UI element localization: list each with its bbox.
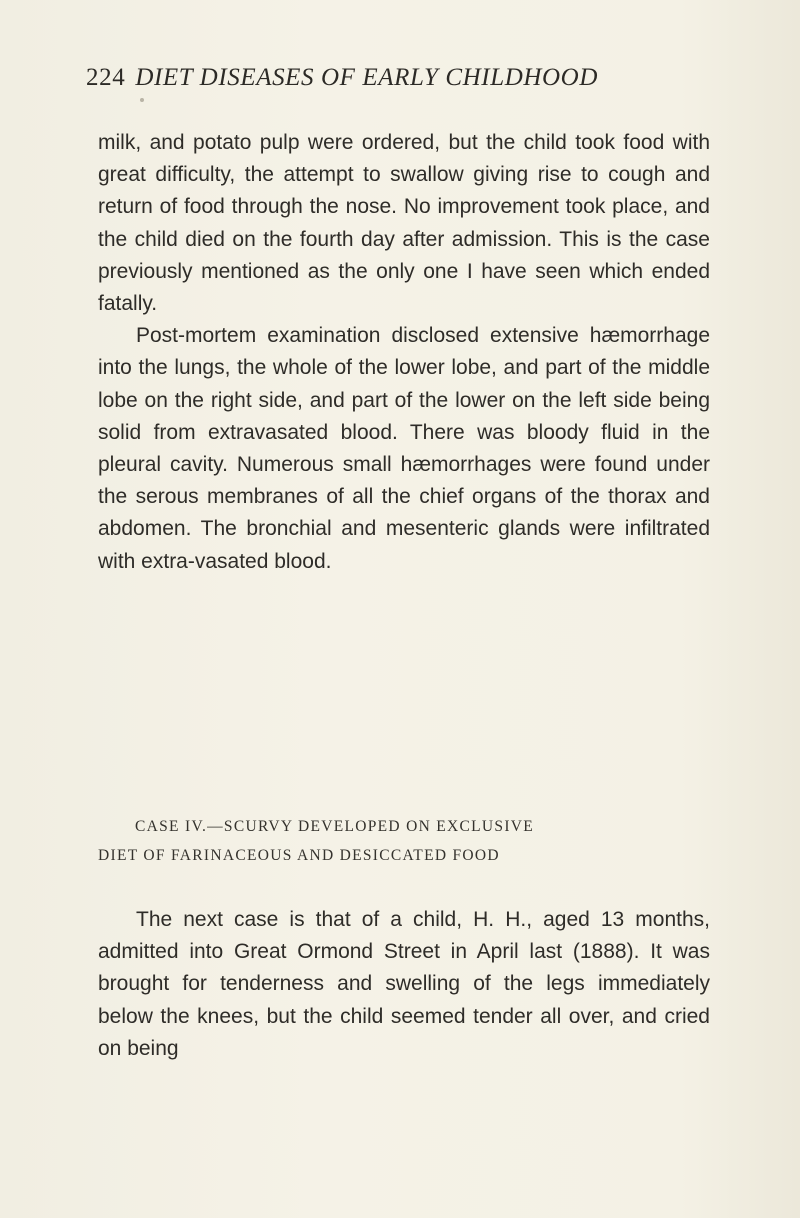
running-header	[86, 64, 706, 92]
page-number: 224	[86, 64, 126, 91]
paragraph-post-mortem: Post-mortem examination disclosed extensive hæmorrhage into the lungs, the whole of the lower lobe, and part of the middle lobe on the right side, and part of the lower on the left side being solid from extravasated blood. There was bloody fluid in the pleural cavity. Numerous small hæmorrhages were found under the serous membranes of all the chief organs of the thorax and abdomen. The bronchial and mesenteric glands were infiltrated with extra-vasated blood.	[98, 324, 710, 573]
case-heading-line-2: DIET OF FARINACEOUS AND DESICCATED FOOD	[98, 847, 500, 864]
running-title: DIET DISEASES OF EARLY CHILDHOOD	[135, 64, 598, 91]
body-text-block	[98, 127, 710, 578]
body-text-block-case-iv	[98, 904, 710, 1065]
paragraph-case-iv: The next case is that of a child, H. H., aged 13 months, admitted into Great Ormond Street in April last (1888). It was brought for tenderness and swelling of the legs immediately below the knees, but the child seemed tender all over, and cried on being	[98, 908, 710, 1060]
paragraph-continuation: milk, and potato pulp were ordered, but the child took food with great difficulty, the attempt to swallow giving rise to cough and return of food through the nose. No improvement took place, and the child died on the fourth day after admission. This is the case previously mentioned as the only one I have seen which ended fatally.	[98, 131, 710, 316]
ink-speck	[140, 98, 144, 102]
case-heading	[98, 812, 710, 870]
case-heading-line-1: CASE IV.—SCURVY DEVELOPED ON EXCLUSIVE	[135, 818, 535, 835]
